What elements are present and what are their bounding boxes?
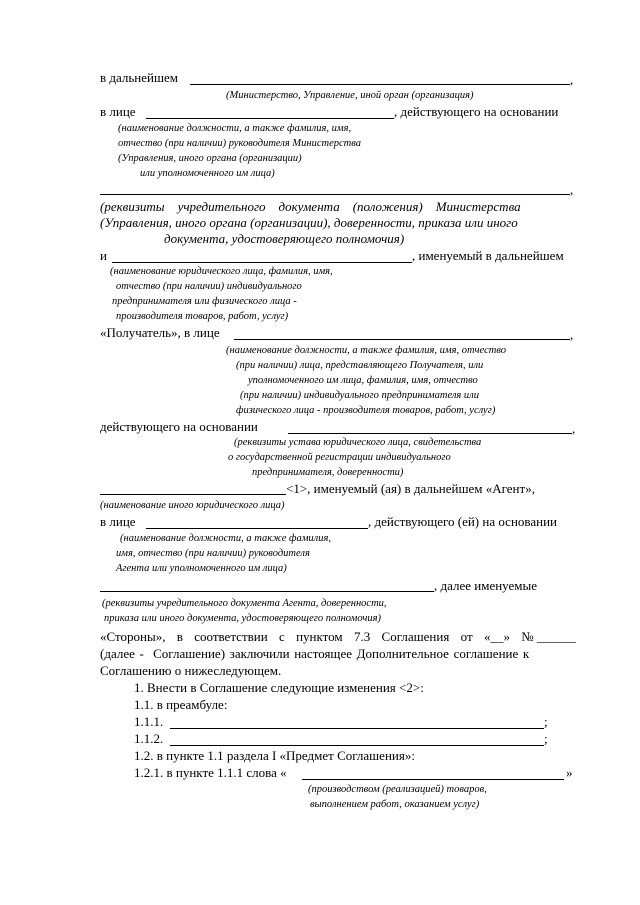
field-line-recipient-rep[interactable] xyxy=(234,339,570,340)
note-position-1: (наименование должности, а также фамилия, имя, xyxy=(118,123,352,134)
item-1: 1. Внести в Соглашение следующие изменения <2>: xyxy=(134,680,424,695)
text-in-person-agent: в лице xyxy=(100,514,136,529)
field-line-item-1-1-2[interactable] xyxy=(170,745,544,746)
word: «Стороны», xyxy=(100,629,166,644)
item-1-2: 1.2. в пункте 1.1 раздела I «Предмет Соглашения»: xyxy=(134,748,415,763)
field-line-legal-entity[interactable] xyxy=(112,262,412,263)
text-agent-hereinafter: <1>, именуемый (ая) в дальнейшем «Агент», xyxy=(286,481,535,496)
note-item-1-2-1-2: выполнением работ, оказанием услуг) xyxy=(310,799,480,810)
word: пунктом xyxy=(296,629,343,644)
field-line-agent-name[interactable] xyxy=(100,494,286,495)
note-agent-requisites-1: (реквизиты учредительного документа Агента, доверенности, xyxy=(102,598,387,609)
field-line-position[interactable] xyxy=(146,118,394,119)
note-item-1-2-1-1: (производством (реализацией) товаров, xyxy=(308,784,487,795)
note-entity-1: (наименование юридического лица, фамилия, имя, xyxy=(110,266,333,277)
word: в xyxy=(176,629,183,644)
note-recipient-3: уполномоченного им лица, фамилия, имя, отчество xyxy=(248,375,478,386)
note-charter-3: предпринимателя, доверенности) xyxy=(252,467,404,478)
note-agent-position-3: Агента или уполномоченного им лица) xyxy=(116,563,287,574)
field-line-item-1-2-1[interactable] xyxy=(302,779,564,780)
text-acting-on-basis: , действующего на основании xyxy=(394,104,559,119)
text-acting-basis: действующего на основании xyxy=(100,419,258,434)
note-agent-position-1: (наименование должности, а также фамилия, xyxy=(120,533,332,544)
note-agent-name: (наименование иного юридического лица) xyxy=(100,500,285,511)
note-entity-3: предпринимателя или физического лица - xyxy=(112,296,297,307)
item-1-1-1: 1.1.1. xyxy=(134,714,164,729)
parties-line-2: (далее - Соглашение) заключили настоящее Дополнительное соглашение к xyxy=(100,646,530,661)
note-agent-position-2: имя, отчество (при наличии) руководителя xyxy=(116,548,310,559)
note-recipient-5: физического лица - производителя товаров, работ, услуг) xyxy=(236,405,496,416)
field-line-agent-position[interactable] xyxy=(146,528,368,529)
word: 7.3 xyxy=(353,629,371,644)
field-line-requisites[interactable] xyxy=(100,194,570,195)
word: с xyxy=(279,629,285,644)
item-1-1-2: 1.1.2. xyxy=(134,731,164,746)
text-in-person: в лице xyxy=(100,104,136,119)
note-requisites-1: (реквизиты учредительного документа (положения) Министерства xyxy=(100,199,521,214)
note-recipient-1: (наименование должности, а также фамилия, имя, отчество xyxy=(226,345,506,356)
field-line-ministry[interactable] xyxy=(190,84,570,85)
note-requisites-3: документа, удостоверяющего полномочия) xyxy=(164,231,405,246)
note-position-4: или уполномоченного им лица) xyxy=(140,168,275,179)
field-line-charter[interactable] xyxy=(288,433,572,434)
parties-line-3: Соглашению о нижеследующем. xyxy=(100,663,282,678)
semicolon: ; xyxy=(544,731,548,746)
comma: , xyxy=(570,182,574,197)
word: от xyxy=(460,629,473,644)
text-and: и xyxy=(100,248,107,263)
text-in-further: в дальнейшем xyxy=(100,70,178,85)
note-charter-2: о государственной регистрации индивидуального xyxy=(228,452,451,463)
note-position-3: (Управления, иного органа (организации) xyxy=(118,153,302,164)
text-hereinafter: , именуемый в дальнейшем xyxy=(412,248,564,263)
note-position-2: отчество (при наличии) руководителя Министерства xyxy=(118,138,361,149)
number-field[interactable]: № ______ xyxy=(521,629,576,644)
note-agent-requisites-2: приказа или иного документа, удостоверяющего полномочия) xyxy=(104,613,381,624)
close-quote: » xyxy=(566,765,573,780)
note-recipient-4: (при наличии) индивидуального предпринимателя или xyxy=(240,390,480,401)
comma: , xyxy=(570,72,574,87)
note-ministry: (Министерство, Управление, иной орган (организация) xyxy=(226,90,474,101)
parties-line-1 xyxy=(100,629,576,644)
semicolon: ; xyxy=(544,714,548,729)
comma: , xyxy=(570,327,574,342)
note-charter-1: (реквизиты устава юридического лица, свидетельства xyxy=(234,437,482,448)
text-hereinafter-called: , далее именуемые xyxy=(434,578,538,593)
date-field[interactable]: «__» xyxy=(483,629,510,644)
note-recipient-2: (при наличии) лица, представляющего Получателя, или xyxy=(236,360,484,371)
note-entity-2: отчество (при наличии) индивидуального xyxy=(116,281,302,292)
word: Соглашения xyxy=(381,629,450,644)
text-agent-acting: , действующего (ей) на основании xyxy=(368,514,558,529)
item-1-1: 1.1. в преамбуле: xyxy=(134,697,228,712)
note-entity-4: производителя товаров, работ, услуг) xyxy=(116,311,289,322)
word: соответствии xyxy=(194,629,268,644)
item-1-2-1: 1.2.1. в пункте 1.1.1 слова « xyxy=(134,765,287,780)
note-requisites-2: (Управления, иного органа (организации), доверенности, приказа или иного xyxy=(100,215,518,230)
field-line-agent-requisites[interactable] xyxy=(100,591,434,592)
text-recipient-in-person: «Получатель», в лице xyxy=(100,325,220,340)
comma: , xyxy=(572,421,576,436)
field-line-item-1-1-1[interactable] xyxy=(170,728,544,729)
